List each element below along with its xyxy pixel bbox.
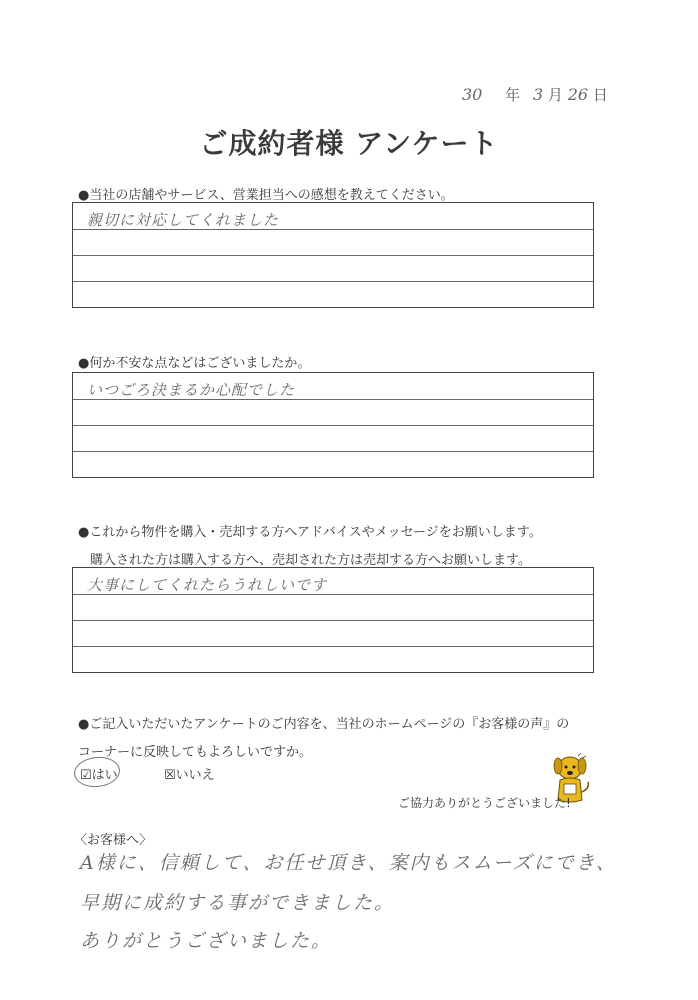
- thanks-message: ご協力ありがとうございました!: [398, 796, 571, 810]
- customer-note-line-1: A様に、信頼して、お任せ頂き、案内もスムーズにでき、: [80, 852, 617, 874]
- answer-3: 大事にしてくれたらうれしいです: [87, 576, 328, 594]
- date-month-unit: 月: [547, 86, 563, 104]
- question-2: ●何か不安な点などはございましたか。: [78, 356, 311, 371]
- consent-text-line2: コーナーに反映してもよろしいですか。: [78, 745, 313, 760]
- date-year: 30: [462, 85, 483, 104]
- customer-note-label: 〈お客様へ〉: [74, 833, 153, 848]
- date-month: 3: [532, 85, 544, 104]
- answer-box-1: [72, 202, 594, 308]
- consent-no-checkbox[interactable]: ☒いいえ: [164, 768, 215, 783]
- answer-1: 親切に対応してくれました: [87, 211, 280, 229]
- consent-yes-checkbox[interactable]: ☑はい: [80, 768, 118, 783]
- page-title: ご成約者様 アンケート: [199, 127, 499, 160]
- answer-box-3: [72, 567, 594, 673]
- date-day-unit: 日: [592, 86, 608, 104]
- question-3: [78, 521, 542, 568]
- consent-text-line1: ●ご記入いただいたアンケートのご内容を、当社のホームページの『お客様の声』の: [78, 717, 570, 732]
- date-day: 26: [567, 85, 589, 104]
- answer-2: いつごろ決まるか心配でした: [87, 381, 296, 399]
- customer-note-line-3: ありがとうございました。: [80, 930, 333, 952]
- question-3-text: ●これから物件を購入・売却する方へアドバイスやメッセージをお願いします。: [78, 525, 542, 540]
- question-3-subtext: 購入された方は購入する方へ、売却された方は売却する方へお願いします。: [90, 553, 531, 568]
- customer-note-line-2: 早期に成約する事ができました。: [80, 892, 396, 914]
- answer-box-2: [72, 372, 594, 478]
- consent-question: [78, 713, 569, 760]
- question-1: ●当社の店舗やサービス、営業担当への感想を教えてください。: [78, 188, 454, 203]
- date-year-unit: 年: [505, 86, 521, 104]
- date: [462, 84, 608, 105]
